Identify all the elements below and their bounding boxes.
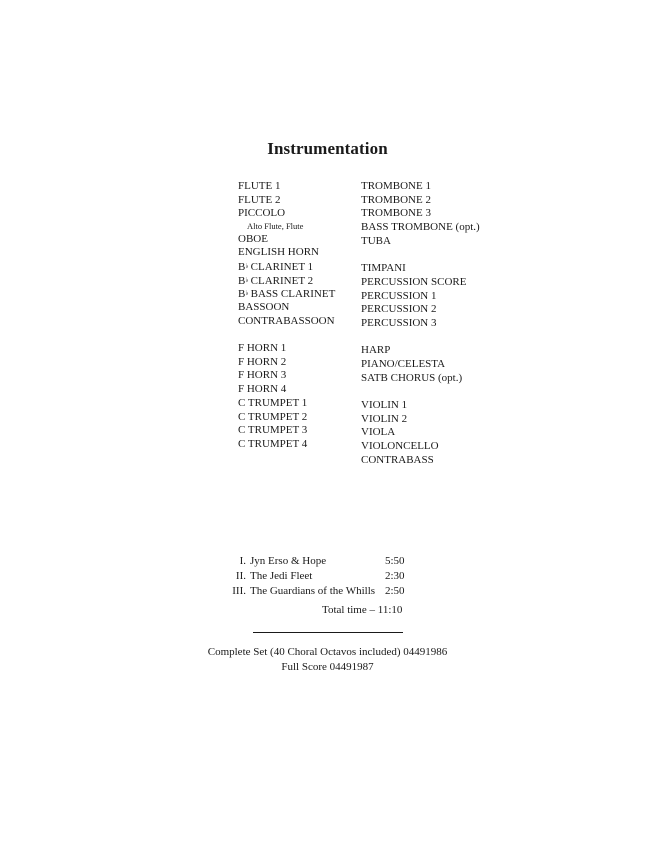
instrument-item: OBOE xyxy=(238,232,268,245)
instrument-item xyxy=(238,260,335,274)
instrument-item: TIMPANI xyxy=(361,262,406,275)
instrument-item: PERCUSSION SCORE xyxy=(361,275,467,288)
movement-title: The Guardians of the Whills xyxy=(250,585,376,597)
instrument-item: TROMBONE 1 xyxy=(361,180,431,192)
instrument-item: CONTRABASSOON xyxy=(238,314,335,327)
instrument-item: C TRUMPET 2 xyxy=(238,410,308,423)
instrument-item: TROMBONE 2 xyxy=(361,193,431,206)
movement-title: The Jedi Fleet xyxy=(250,570,313,582)
section-gap xyxy=(361,385,480,399)
instrument-item: F HORN 3 xyxy=(238,369,287,382)
full-score-number: Full Score 04491987 xyxy=(281,661,374,673)
instrument-item: CONTRABASS xyxy=(361,453,434,466)
movement-number: I. xyxy=(239,555,246,567)
movement-number: II. xyxy=(235,570,246,582)
complete-set-number: Complete Set (40 Choral Octavos included) 04491986 xyxy=(207,646,448,658)
instrument-item: SATB CHORUS (opt.) xyxy=(361,371,463,384)
divider-rule xyxy=(253,632,403,633)
movement-duration: 2:30 xyxy=(385,570,405,582)
instrument-item xyxy=(238,274,335,288)
instrument-item: PERCUSSION 1 xyxy=(361,289,437,302)
instrument-item: TROMBONE 3 xyxy=(361,207,431,220)
instrument-item: F HORN 2 xyxy=(238,355,287,368)
flat-icon: ♭ xyxy=(245,275,249,284)
section-gap xyxy=(361,248,480,262)
instrument-item: FLUTE 1 xyxy=(238,180,281,192)
flat-key-label: B xyxy=(238,274,246,287)
flat-icon: ♭ xyxy=(245,261,249,270)
section-gap xyxy=(238,328,335,342)
flat-icon: ♭ xyxy=(245,289,249,298)
total-time: Total time – 11:10 xyxy=(322,604,403,616)
instrument-item: PICCOLO xyxy=(238,207,286,220)
instrument-item: VIOLONCELLO xyxy=(361,440,439,453)
instrument-item: F HORN 4 xyxy=(238,383,287,396)
movement-number: III. xyxy=(232,585,246,597)
instrument-label: CLARINET 1 xyxy=(250,260,314,273)
instrument-item xyxy=(238,287,335,301)
page-title: Instrumentation xyxy=(267,139,388,158)
movement-duration: 5:50 xyxy=(385,555,405,567)
movement-duration: 2:50 xyxy=(385,585,405,597)
instrument-item: C TRUMPET 3 xyxy=(238,424,308,437)
flat-key-label: B xyxy=(238,288,246,301)
instrument-item: BASSOON xyxy=(238,301,290,313)
instrument-item: PIANO/CELESTA xyxy=(361,357,446,370)
instrument-list-left xyxy=(238,180,335,452)
instrument-label: CLARINET 2 xyxy=(250,274,314,287)
instrument-item: FLUTE 2 xyxy=(238,193,281,206)
flat-key-label: B xyxy=(238,260,246,273)
instrument-item: TUBA xyxy=(361,234,391,247)
instrument-item: BASS TROMBONE (opt.) xyxy=(361,221,480,234)
section-gap xyxy=(361,331,480,345)
instrument-item: PERCUSSION 2 xyxy=(361,303,437,316)
instrument-item: F HORN 1 xyxy=(238,342,287,355)
movement-title: Jyn Erso & Hope xyxy=(250,555,327,567)
instrument-label: BASS CLARINET xyxy=(250,288,336,301)
instrument-item: HARP xyxy=(361,344,391,357)
instrument-item: C TRUMPET 4 xyxy=(238,437,308,450)
instrument-list-right xyxy=(361,180,480,467)
instrument-item: PERCUSSION 3 xyxy=(361,316,437,329)
instrument-doubling: Alto Flute, Flute xyxy=(247,221,304,232)
instrument-item: VIOLIN 2 xyxy=(361,412,408,425)
instrument-item: VIOLA xyxy=(361,426,396,439)
instrument-item: C TRUMPET 1 xyxy=(238,396,308,409)
instrument-item: ENGLISH HORN xyxy=(238,246,319,259)
instrument-item: VIOLIN 1 xyxy=(361,399,408,411)
